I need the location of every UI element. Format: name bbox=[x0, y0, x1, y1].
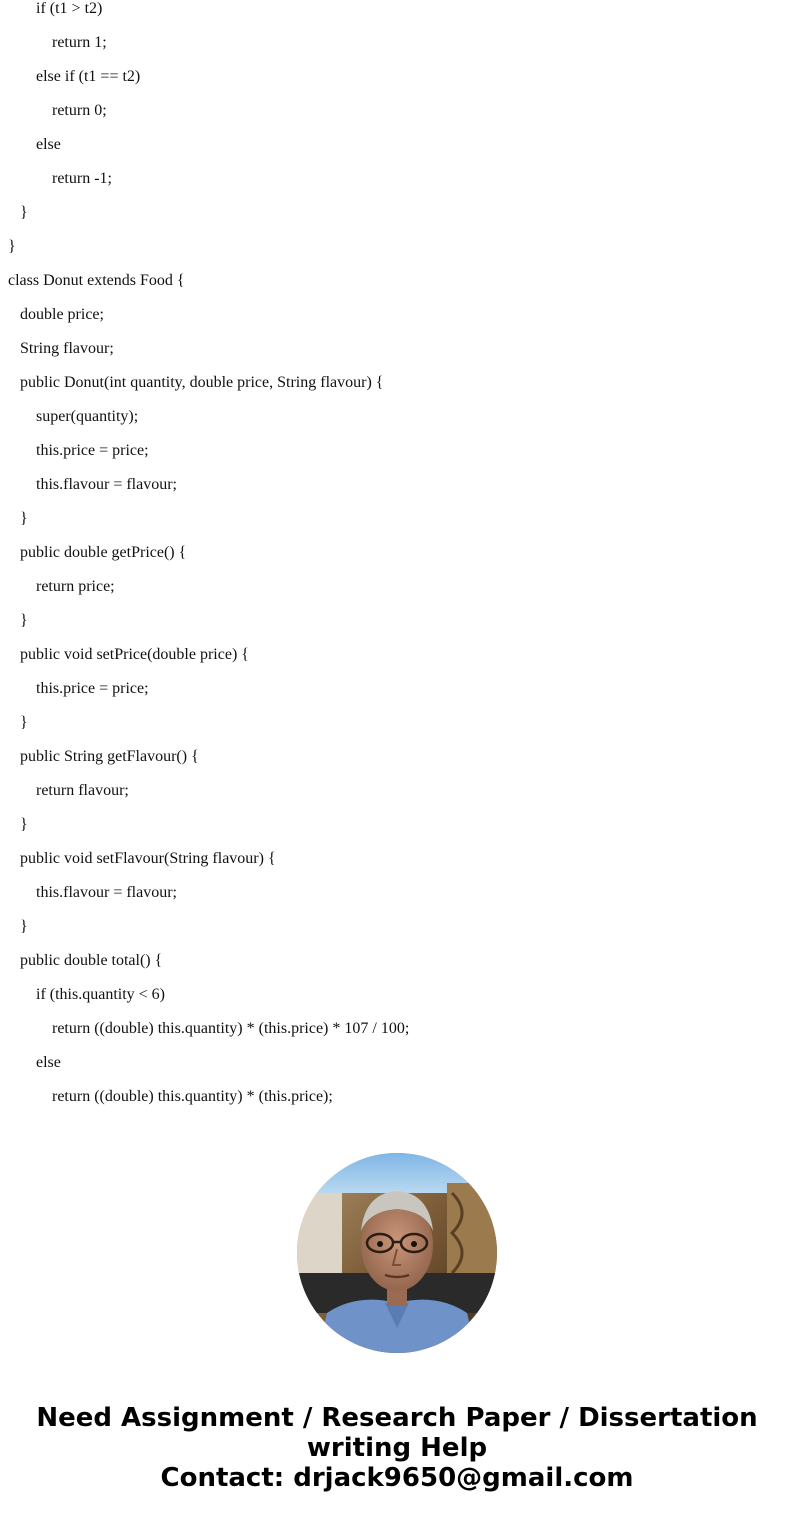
code-line: else bbox=[36, 136, 61, 153]
code-line: this.flavour = flavour; bbox=[36, 884, 177, 901]
code-line: this.price = price; bbox=[36, 442, 149, 459]
code-line: public void setFlavour(String flavour) { bbox=[20, 850, 276, 867]
code-line: } bbox=[8, 238, 16, 255]
code-line: double price; bbox=[20, 306, 104, 323]
code-line: public double getPrice() { bbox=[20, 544, 187, 561]
code-line: return 0; bbox=[52, 102, 107, 119]
code-line: } bbox=[20, 612, 28, 629]
portrait-photo bbox=[297, 1153, 497, 1353]
code-line: } bbox=[20, 918, 28, 935]
code-line: String flavour; bbox=[20, 340, 114, 357]
code-line: else if (t1 == t2) bbox=[36, 68, 141, 85]
code-line: } bbox=[20, 510, 28, 527]
promo-banner bbox=[0, 1403, 794, 1493]
code-line: public double total() { bbox=[20, 952, 163, 969]
code-line: return -1; bbox=[52, 170, 112, 187]
code-line: return price; bbox=[36, 578, 115, 595]
code-line: public String getFlavour() { bbox=[20, 748, 199, 765]
code-line: } bbox=[20, 714, 28, 731]
code-line: } bbox=[20, 816, 28, 833]
code-line: return 1; bbox=[52, 34, 107, 51]
promo-contact: Contact: drjack9650@gmail.com bbox=[160, 1463, 634, 1493]
code-line: if (this.quantity < 6) bbox=[36, 986, 166, 1003]
code-line: this.flavour = flavour; bbox=[36, 476, 177, 493]
code-line: public Donut(int quantity, double price, String flavour) { bbox=[20, 374, 384, 391]
code-line: public void setPrice(double price) { bbox=[20, 646, 249, 663]
code-line: super(quantity); bbox=[36, 408, 139, 425]
promo-headline: Need Assignment / Research Paper / Dissertation bbox=[36, 1403, 758, 1433]
code-line: class Donut extends Food { bbox=[8, 272, 185, 289]
promo-subheadline: writing Help bbox=[306, 1433, 488, 1463]
code-line: return flavour; bbox=[36, 782, 129, 799]
author-avatar bbox=[297, 1153, 497, 1353]
code-line: } bbox=[20, 204, 28, 221]
code-listing bbox=[8, 0, 409, 1114]
code-line: if (t1 > t2) bbox=[36, 0, 103, 17]
code-line: this.price = price; bbox=[36, 680, 149, 697]
code-line: else bbox=[36, 1054, 61, 1071]
code-line: return ((double) this.quantity) * (this.price); bbox=[52, 1088, 333, 1105]
code-line: return ((double) this.quantity) * (this.price) * 107 / 100; bbox=[52, 1020, 410, 1037]
